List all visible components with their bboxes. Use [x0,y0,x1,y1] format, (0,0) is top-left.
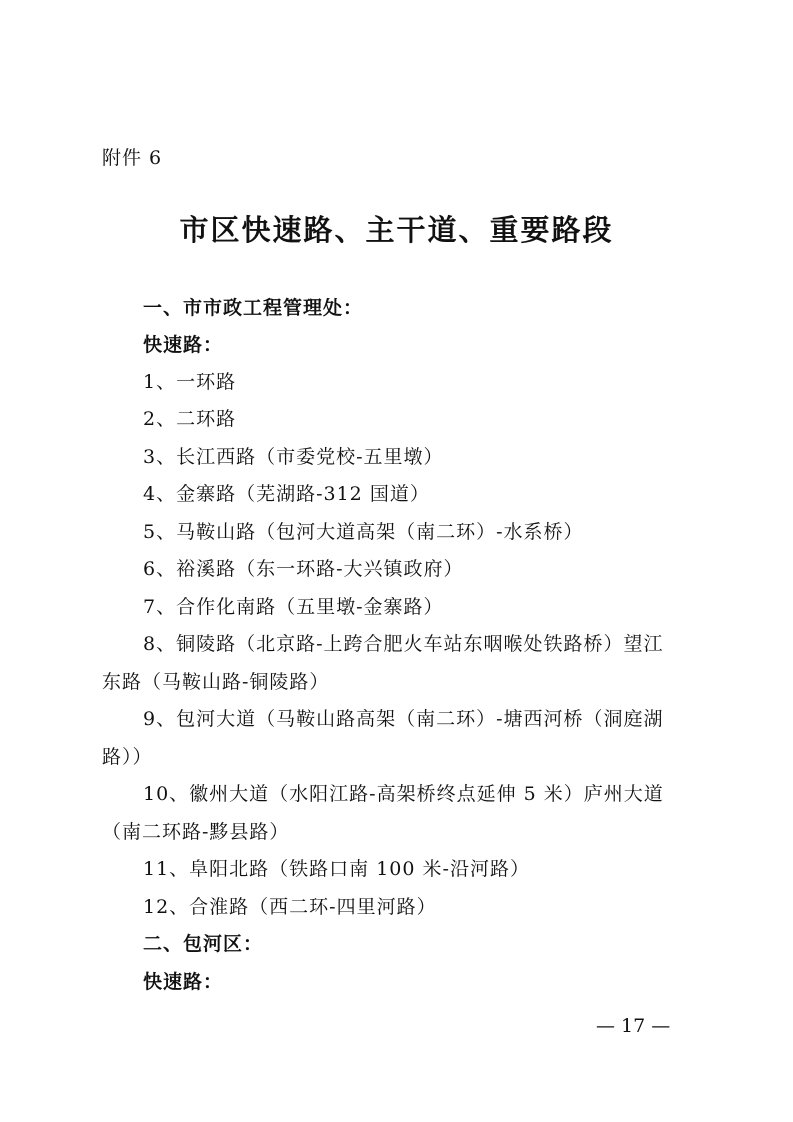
list-item-continuation: 东路（马鞍山路-铜陵路） [102,671,330,693]
list-item: 4、金寨路（芜湖路-312 国道） [143,483,430,505]
page-title: 市区快速路、主干道、重要路段 [179,213,614,247]
list-item: 10、徽州大道（水阳江路-高架桥终点延伸 5 米）庐州大道 [143,783,664,805]
section-heading-2: 二、包河区： [143,933,264,955]
section-subheading-2: 快速路： [143,971,224,993]
list-item: 6、裕溪路（东一环路-大兴镇政府） [143,558,464,580]
section-subheading-1: 快速路： [143,334,224,356]
list-item-continuation: （南二环路-黟县路） [102,821,290,843]
list-item: 8、铜陵路（北京路-上跨合肥火车站东咽喉处铁路桥）望江 [143,633,664,655]
list-item: 9、包河大道（马鞍山路高架（南二环）-塘西河桥（洞庭湖 [143,708,664,730]
list-item: 3、长江西路（市委党校-五里墩） [143,446,444,468]
list-item: 5、马鞍山路（包河大道高架（南二环）-水系桥） [143,521,584,543]
attachment-label: 附件 6 [102,147,163,169]
section-heading-1: 一、市市政工程管理处： [143,297,364,319]
list-item: 12、合淮路（西二环-四里河路） [143,896,437,918]
list-item-continuation: 路）） [102,746,153,768]
page-number: — 17 — [596,1015,671,1037]
list-item: 11、阜阳北路（铁路口南 100 米-沿河路） [143,858,530,880]
list-item: 2、二环路 [143,408,237,430]
list-item: 7、合作化南路（五里墩-金寨路） [143,596,444,618]
list-item: 1、一环路 [143,371,237,393]
